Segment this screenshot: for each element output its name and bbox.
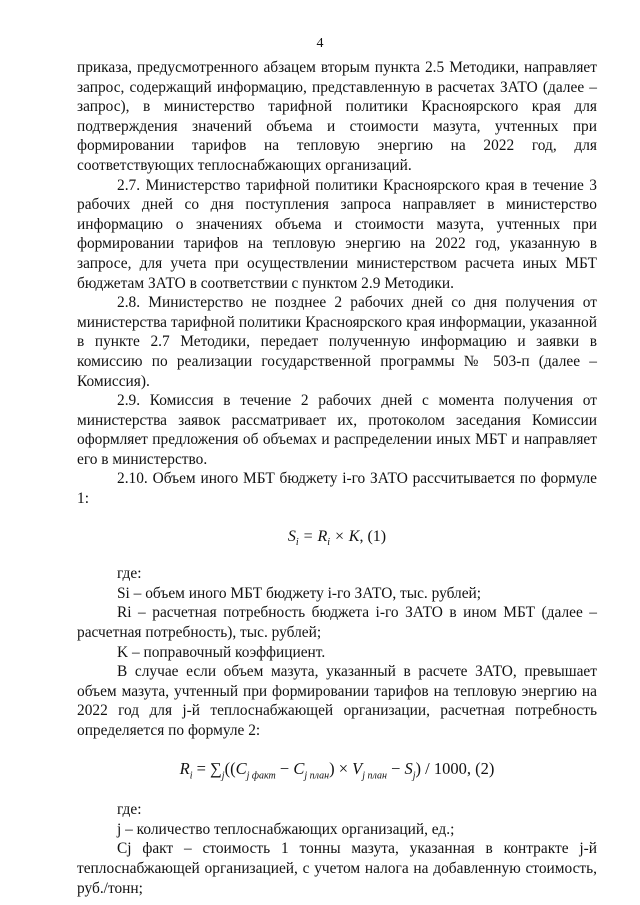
document-body <box>77 58 597 898</box>
paragraph-2-9: 2.9. Комиссия в течение 2 рабочих дней с момента получения от министерства заявок рассматривает их, протоколом заседания Комиссии оформляет предложения об объемах и распределении иных МБТ и направляет его в министерство. <box>77 392 597 468</box>
paragraph-intro: приказа, предусмотренного абзацем вторым пункта 2.5 Методики, направляет запрос, содержащий информацию, представленную в расчетах ЗАТО (далее – запрос), в министерство тарифной политики Красноярского края для подтверждения значений объема и стоимости мазута, учтенных при формировании тарифов на тепловую энергию на 2022 год, для соответствующих теплоснабжающих организаций. <box>77 59 597 174</box>
definition-k: K – поправочный коэффициент. <box>117 643 326 661</box>
where-label-1: где: <box>117 565 142 583</box>
where-label-2: где: <box>117 801 142 819</box>
definition-j: j – количество теплоснабжающих организаций, ед.; <box>117 820 455 838</box>
definition-s: Si – объем иного МБТ бюджету i-го ЗАТО, тыс. рублей; <box>117 584 482 602</box>
paragraph-2-7: 2.7. Министерство тарифной политики Красноярского края в течение 3 рабочих дней со дня поступления запроса направляет в министерство информацию о значениях объема и стоимости мазута, учтенных при формировании тарифов на тепловую энергию на 2022 год, указанную в запросе, для учета при осуществлении министерством расчета иных МБТ бюджетам ЗАТО в соответствии с пунктом 2.9 Методики. <box>77 176 597 292</box>
paragraph-formula-2-intro: В случае если объем мазута, указанный в расчете ЗАТО, превышает объем мазута, учтенный при формировании тарифов на тепловую энергию на 2022 год для j-й теплоснабжающей организации, расчетная потребность определяется по формуле 2: <box>77 663 597 739</box>
paragraph-2-8: 2.8. Министерство не позднее 2 рабочих дней со дня получения от министерства тарифной политики Красноярского края информации, указанной в пункте 2.7 Методики, передает полученную информацию и заявки в комиссию по реализации государственной программы № 503-п (далее – Комиссия). <box>77 294 597 390</box>
formula-1: $S_i = R_i \times K$, (1) <box>287 527 387 548</box>
definition-c-fact: Cj факт – стоимость 1 тонны мазута, указанная в контракте j-й теплоснабжающей организацией, с учетом налога на добавленную стоимость, руб./тонн; <box>77 840 597 897</box>
page-number: 4 <box>316 36 324 51</box>
definition-r: Ri – расчетная потребность бюджета i-го ЗАТО в ином МБТ (далее – расчетная потребность), тыс. рублей; <box>77 604 597 642</box>
paragraph-2-10: 2.10. Объем иного МБТ бюджету i-го ЗАТО рассчитывается по формуле 1: <box>77 470 597 508</box>
formula-2: $R_i = \sum_j((C_{j факт} - C_{j план}) \times V_{j план} - S_j) / 1000$, (2) <box>179 758 495 781</box>
